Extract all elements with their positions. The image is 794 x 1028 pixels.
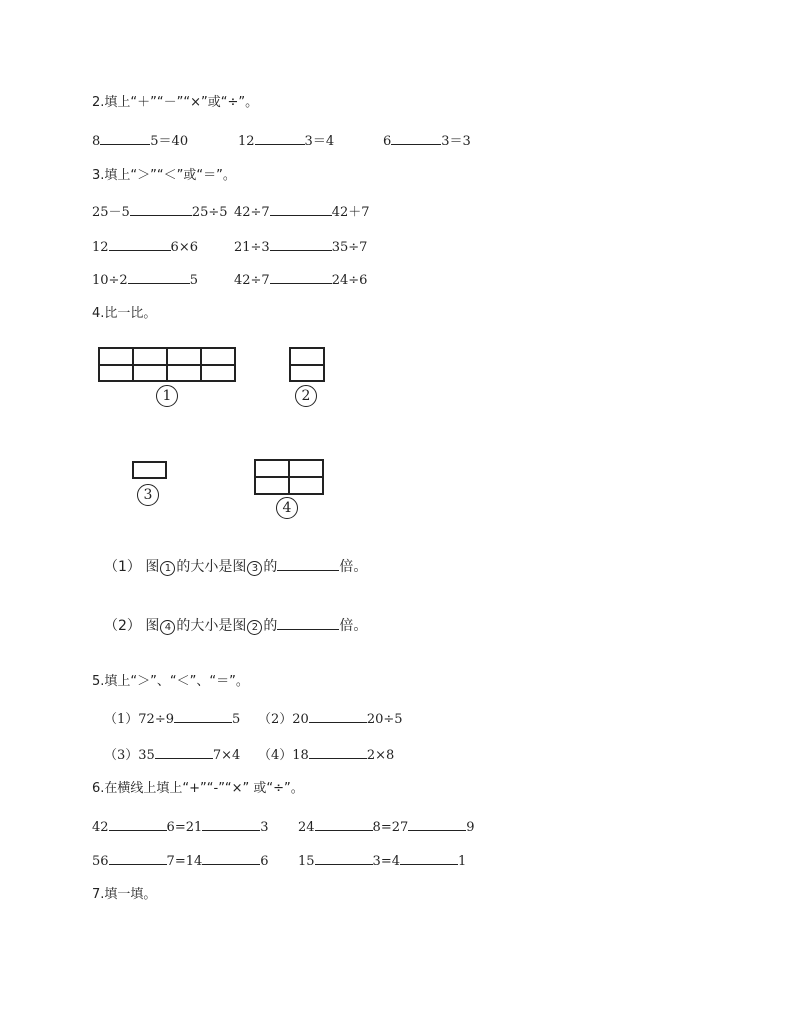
- q2-item-3: [383, 132, 471, 150]
- answer-blank[interactable]: [309, 746, 367, 759]
- operand: 25÷5: [191, 205, 228, 220]
- text: 的大小是图: [176, 559, 247, 575]
- answer-blank[interactable]: [408, 818, 466, 831]
- operand: 20: [292, 712, 309, 727]
- operand: 3＝3: [441, 134, 471, 149]
- operand: 42÷7: [234, 205, 270, 220]
- operand: 21÷3: [234, 240, 270, 255]
- operand: 35: [138, 748, 155, 763]
- answer-blank[interactable]: [202, 852, 260, 865]
- text: 的: [263, 618, 278, 634]
- answer-blank[interactable]: [277, 617, 339, 630]
- q5-item-1: [104, 710, 240, 728]
- operand: 3: [260, 820, 269, 835]
- operand: 24: [298, 820, 315, 835]
- answer-blank[interactable]: [391, 132, 441, 145]
- q2-item-1: [92, 132, 188, 150]
- operand: 20÷5: [366, 712, 403, 727]
- q3-item: [234, 271, 367, 289]
- q7-title: 7.填一填。: [92, 887, 157, 902]
- text: 倍。: [339, 618, 368, 634]
- q3-item: [92, 238, 198, 256]
- answer-blank[interactable]: [277, 558, 339, 571]
- answer-blank[interactable]: [155, 746, 213, 759]
- q6-item: [92, 818, 269, 836]
- operand: 42: [92, 820, 109, 835]
- q6-title: 6.在横线上填上“+”“-”“×” 或“÷”。: [92, 781, 304, 796]
- operand: 15: [298, 854, 315, 869]
- circled-number: 4: [160, 620, 175, 635]
- sub-number: （4）: [258, 748, 293, 763]
- figure-4-label: 4: [276, 497, 298, 519]
- answer-blank[interactable]: [315, 818, 373, 831]
- answer-blank[interactable]: [100, 132, 150, 145]
- operand: 6: [260, 854, 269, 869]
- answer-blank[interactable]: [270, 271, 332, 284]
- q5-item-3: [104, 746, 240, 764]
- answer-blank[interactable]: [202, 818, 260, 831]
- operand: 10÷2: [92, 273, 128, 288]
- sub-number: （2）: [258, 712, 293, 727]
- answer-blank[interactable]: [270, 238, 332, 251]
- answer-blank[interactable]: [255, 132, 305, 145]
- circled-number: 1: [160, 561, 175, 576]
- answer-blank[interactable]: [109, 818, 167, 831]
- answer-blank[interactable]: [128, 271, 190, 284]
- text: 图: [145, 559, 160, 575]
- answer-blank[interactable]: [109, 238, 171, 251]
- text: 的: [263, 559, 278, 575]
- text: 的大小是图: [176, 618, 247, 634]
- q4-sub-2: [104, 617, 367, 635]
- operand: 42＋7: [331, 205, 370, 220]
- q6-item: [298, 852, 466, 870]
- q6-item: [298, 818, 475, 836]
- text: 图: [145, 618, 160, 634]
- answer-blank[interactable]: [130, 203, 192, 216]
- operand: 6: [383, 134, 392, 149]
- q3-item: [92, 271, 198, 289]
- operand: 9: [466, 820, 475, 835]
- operand: 42÷7: [234, 273, 270, 288]
- operand: 5＝40: [150, 134, 189, 149]
- operand: 5: [232, 712, 241, 727]
- text: 倍。: [339, 559, 368, 575]
- operand: 8=27: [372, 820, 409, 835]
- answer-blank[interactable]: [270, 203, 332, 216]
- operand: 1: [457, 854, 467, 869]
- operand: 5: [189, 273, 198, 288]
- q5-item-2: [258, 710, 403, 728]
- circled-number: 2: [247, 620, 262, 635]
- q2-title: 2.填上“＋”“－”“×”或“÷”。: [92, 95, 259, 110]
- operand: 25－5: [92, 205, 130, 220]
- sub-number: （3）: [104, 748, 139, 763]
- sub-number: （2）: [104, 618, 141, 634]
- answer-blank[interactable]: [315, 852, 373, 865]
- q3-item: [234, 203, 370, 221]
- operand: 7=14: [166, 854, 203, 869]
- sub-number: （1）: [104, 559, 141, 575]
- operand: 3=4: [372, 854, 400, 869]
- figure-1-label: 1: [156, 385, 178, 407]
- q3-title: 3.填上“＞”“＜”或“＝”。: [92, 168, 236, 183]
- operand: 8: [92, 134, 101, 149]
- figure-3-label: 3: [137, 484, 159, 506]
- q2-item-2: [238, 132, 334, 150]
- answer-blank[interactable]: [400, 852, 458, 865]
- q4-sub-1: [104, 558, 367, 576]
- figure-4-grid: [254, 459, 324, 495]
- operand: 12: [238, 134, 255, 149]
- operand: 2×8: [366, 748, 395, 763]
- figure-2-label: 2: [295, 385, 317, 407]
- operand: 72÷9: [138, 712, 174, 727]
- figure-3-grid: [132, 461, 167, 479]
- q4-title: 4.比一比。: [92, 306, 157, 321]
- operand: 6=21: [166, 820, 203, 835]
- answer-blank[interactable]: [109, 852, 167, 865]
- figure-2-grid: [289, 347, 325, 382]
- q6-item: [92, 852, 269, 870]
- operand: 12: [92, 240, 109, 255]
- q3-item: [92, 203, 228, 221]
- operand: 7×4: [212, 748, 241, 763]
- circled-number: 3: [247, 561, 262, 576]
- q3-item: [234, 238, 367, 256]
- figure-1-grid: [98, 347, 236, 382]
- q5-title: 5.填上“＞”、“＜”、“＝”。: [92, 674, 249, 689]
- operand: 6×6: [170, 240, 198, 255]
- operand: 3＝4: [304, 134, 335, 149]
- operand: 35÷7: [331, 240, 368, 255]
- operand: 56: [92, 854, 109, 869]
- answer-blank[interactable]: [309, 710, 367, 723]
- answer-blank[interactable]: [174, 710, 232, 723]
- operand: 24÷6: [331, 273, 368, 288]
- sub-number: （1）: [104, 712, 139, 727]
- q5-item-4: [258, 746, 394, 764]
- operand: 18: [292, 748, 309, 763]
